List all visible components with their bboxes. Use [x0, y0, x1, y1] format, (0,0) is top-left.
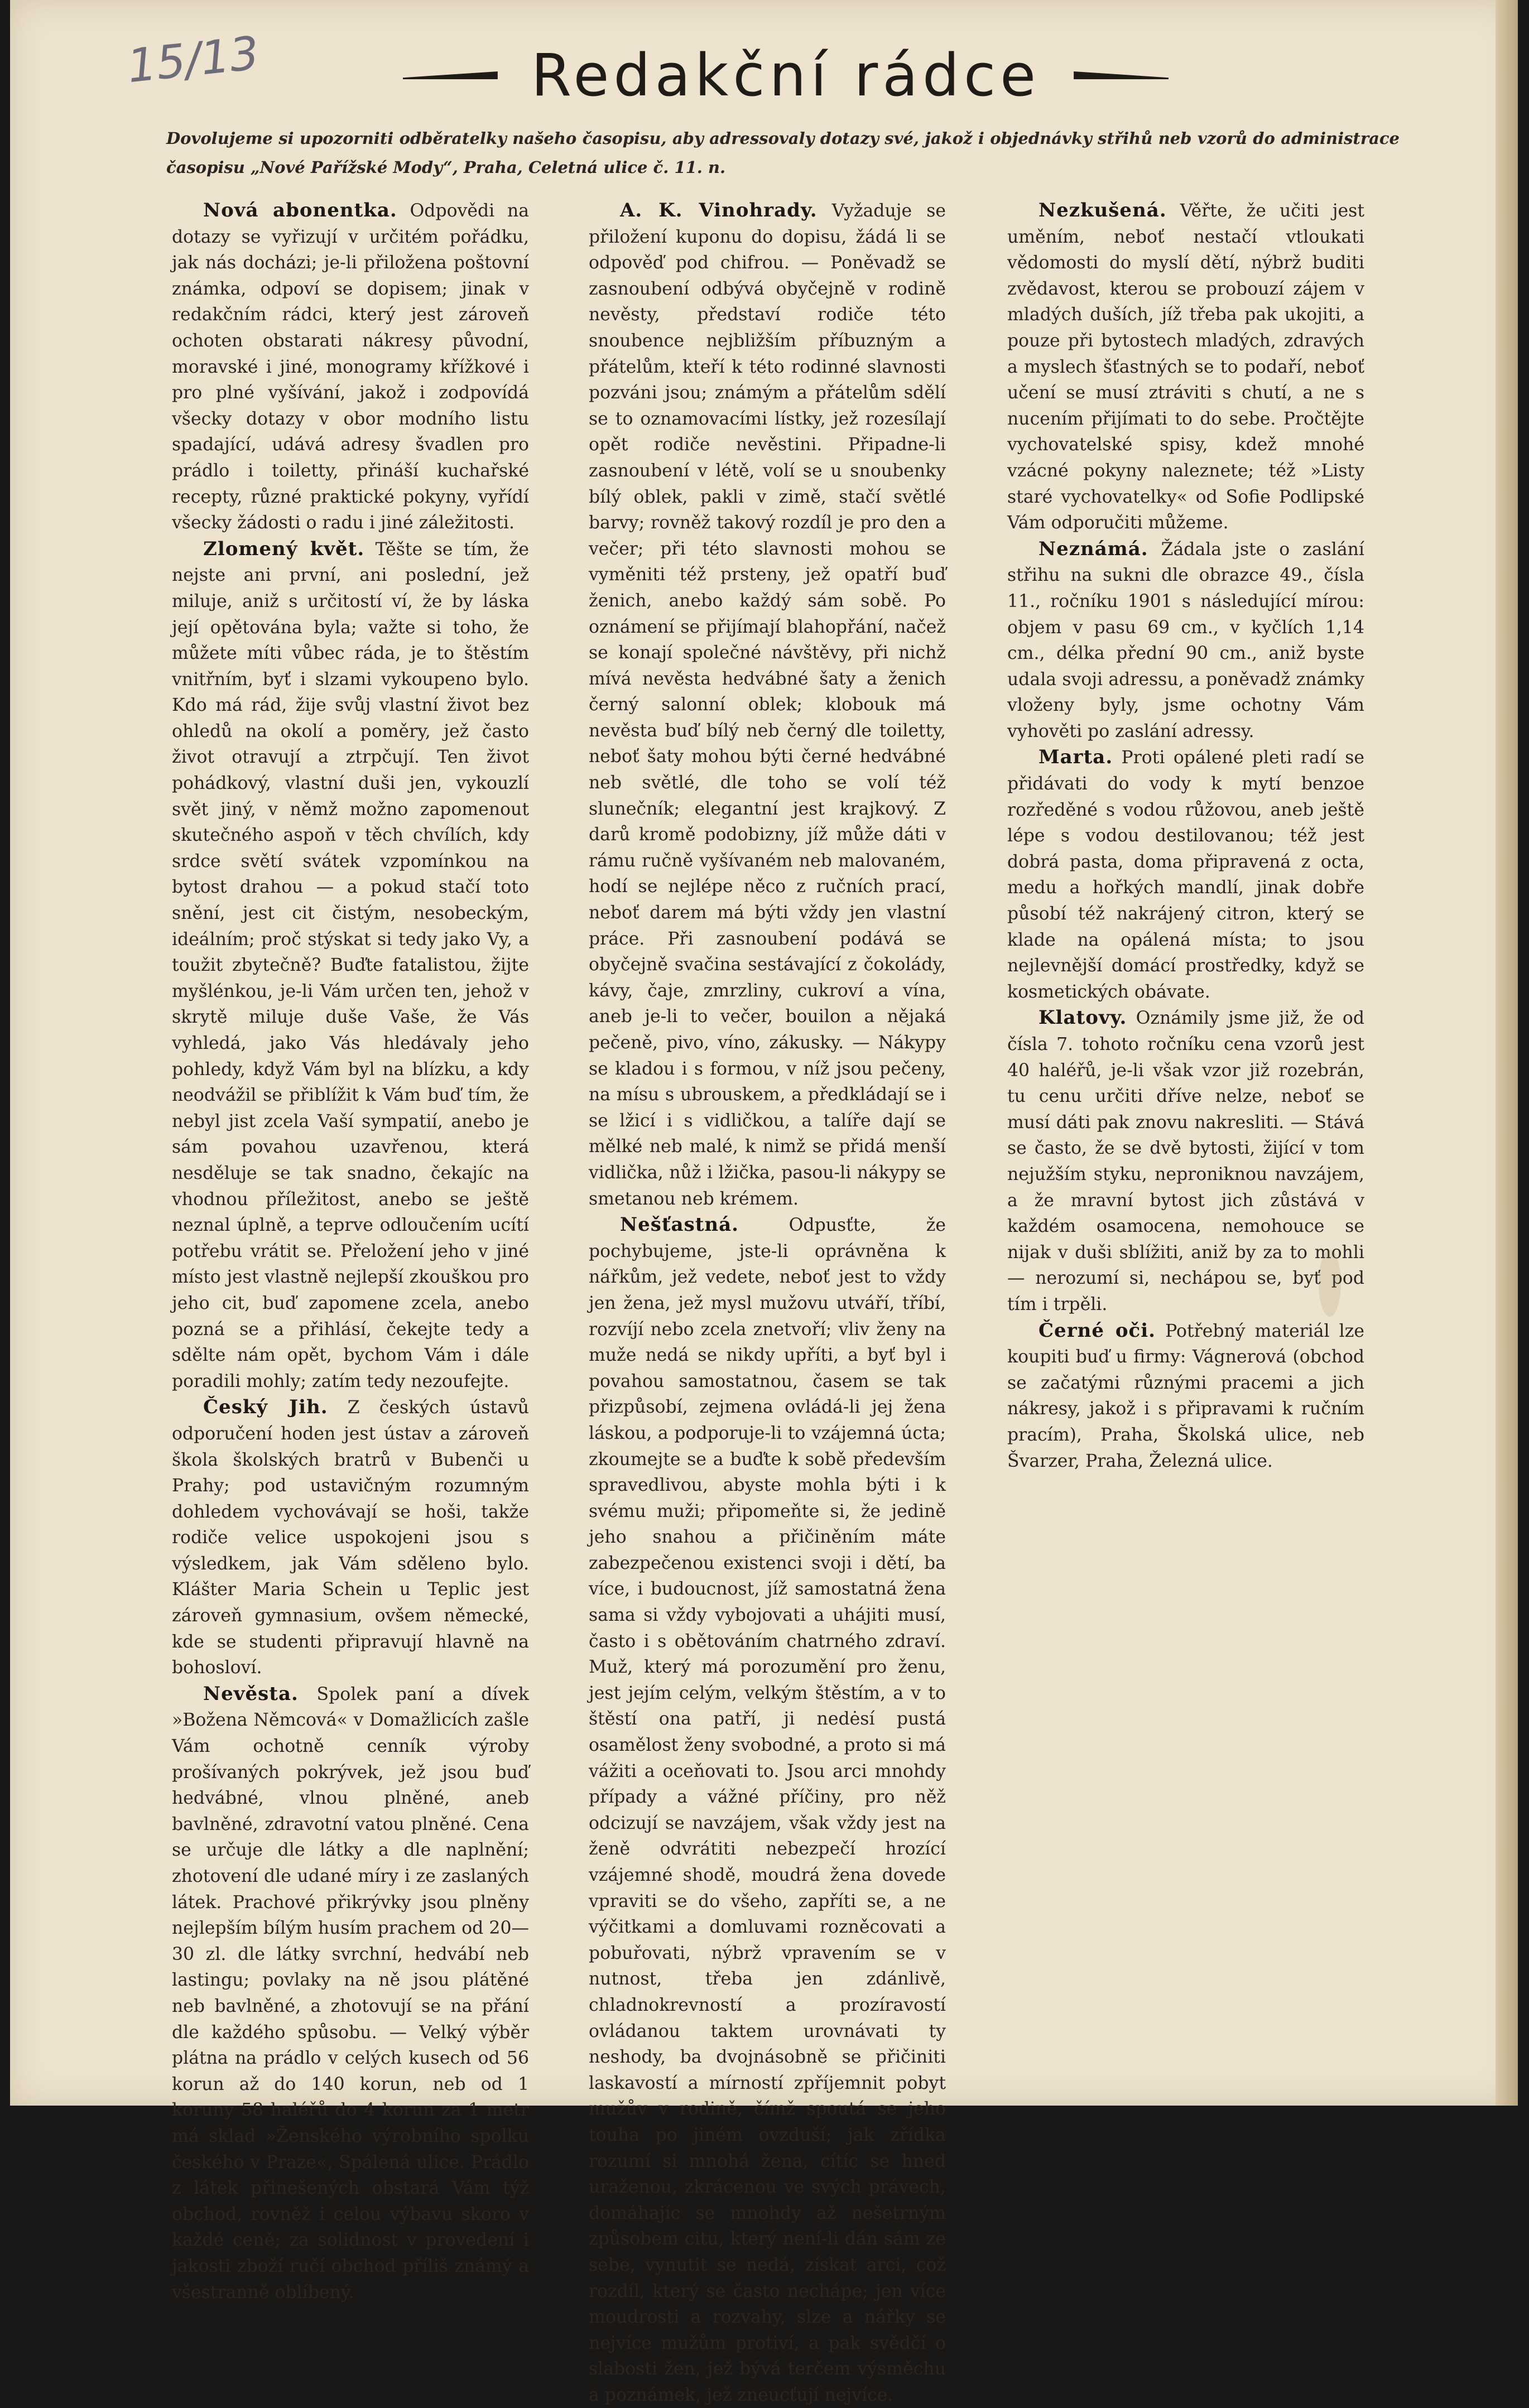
article-nevesta [172, 1681, 529, 2305]
article-cesky-jih [172, 1394, 529, 1681]
article-heading: Marta. [1038, 746, 1113, 769]
article-text: Věřte, že učiti jest uměním, neboť nestačí vtloukati vědomosti do myslí dětí, nýbrž buditi zvědavost, kterou se probouzí zájem v mladých duších, jíž třeba pak ukojiti, a pouze při bytostech mladých, zdravých a myslech šťastných se to podaří, neboť učení se musí ztráviti s chutí, a ne s nucením přijímati to do sebe. Pročtějte vychovatelské spisy, kdež mnohé vzácné pokyny naleznete; též »Listy staré vychovatelky« od Sofie Podlipské Vám odporučiti můžeme. [1007, 201, 1365, 533]
article-text: Oznámily jsme již, že od čísla 7. tohoto ročníku cena vzorů jest 40 haléřů, je-li však vzor již rozebrán, tu cenu určiti dříve nelze, neboť se musí dáti pak znovu nakresliti. — Stává se často, že se dvě bytosti, žijící v tom nejužším styku, neproniknou navzájem, a že mravní bytost jich zůstává v každém osamocena, nemohouce se nijak v duši sblížiti, aniž by za to mohli — nerozumí si, nechápou se, byť pod tím i trpěli. [1007, 1008, 1365, 1314]
article-heading: Nešťastná. [620, 1213, 739, 1236]
article-heading: Nevěsta. [203, 1682, 299, 1705]
text-column-1 [172, 198, 529, 2305]
text-column-3 [1007, 198, 1364, 1474]
article-marta [1007, 744, 1364, 1005]
section-header [395, 39, 1176, 112]
left-ornament-rule [403, 71, 498, 79]
article-zlomeny-kvet [172, 536, 529, 1395]
article-heading: Český Jih. [203, 1396, 328, 1419]
right-ornament-rule [1074, 71, 1169, 79]
article-cerne-oci [1007, 1318, 1364, 1475]
page-edge [1496, 0, 1518, 2106]
article-text: Vyžaduje se přiložení kuponu do dopisu, žádá li se odpověď pod chifrou. — Poněvadž se zasnoubení odbývá obyčejně v rodině nevěsty, představí rodiče této snoubence nejbližším příbuzným a přátelům, kteří k této rodinné slavnosti pozváni jsou; známým a přátelům sdělí se to oznamovacími lístky, jež rozesílají opět rodiče nevěstini. Připadne-li zasnoubení v létě, volí se u snoubenky bílý oblek, pakli v zimě, stačí světlé barvy; rovněž takový rozdíl je pro den a večer; při této slavnosti mohou se vyměniti též prsteny, jež opatří buď ženich, anebo každý sám sobě. Po oznámení se přijímají blahopřání, načež se konají společné návštěvy, při nichž mívá nevěsta hedvábné šaty a ženich černý salonní oblek; klobouk má nevěsta buď bílý neb černý dle toiletty, neboť šaty mohou býti černé hedvábné neb světlé, dle toho se volí též slunečník; elegantní jest krajkový. Z darů kromě podobizny, jíž může dáti v rámu ručně vyšívaném neb malovaném, hodí se nejlépe něco z ručních prací, neboť darem má býti vždy jen vlastní práce. Při zasnoubení podává se obyčejně svačina sestávající z čokolády, kávy, čaje, zmrzliny, cukroví a vína, aneb je-li to večer, bouilon a nějaká pečeně, pivo, víno, zákusky. — Nákypy se kladou i s formou, v níž jsou pečeny, na mísu s ubrouskem, a předkládají se i se lžicí i s vidličkou, a talíře dají se mělké neb malé, k nimž se přidá menší vidlička, nůž i lžička, pasou-li nákypy se smetanou neb krémem. [589, 201, 946, 1209]
article-text: Odpovědi na dotazy se vyřizují v určitém pořádku, jak nás docházi; je-li přiložena poštovní známka, odpoví se dopisem; jinak v redakčním rádci, který jest zároveň ochoten obstarati nákresy původní, moravské i jiné, monogramy křížkové i pro plné vyšívání, jakož i zodpovídá všecky dotazy v obor modního listu spadající, udává adresy švadlen pro prádlo i toiletty, přináší kuchařské recepty, různé praktické pokyny, vyřídí všecky žádosti o radu i jiné záležitosti. [172, 201, 530, 533]
text-column-2 [589, 198, 946, 2408]
editorial-notice: Dovolujeme si upozorniti odběratelky našeho časopisu, aby adressovaly dotazy své, jakož i objednávky střihů neb vzorů do administrace časopisu „Nové Pařížské Mody“, Praha, Celetná ulice č. 11. n. [166, 129, 1400, 177]
article-nestastna [589, 1212, 946, 2408]
article-heading: A. K. Vinohrady. [620, 199, 818, 221]
article-nezkusena [1007, 198, 1364, 536]
magazine-page [10, 0, 1518, 2405]
article-heading: Neznámá. [1038, 537, 1148, 560]
article-text: Potřebný materiál lze koupiti buď u firmy: Vágnerová (obchod se začatými různými pracemi a jich nákresy, jakož i s připravami k ručním pracím), Praha, Školská ulice, neb Švarzer, Praha, Železná ulice. [1007, 1321, 1364, 1471]
article-heading: Nezkušená. [1038, 199, 1167, 221]
article-nova-abonentka [172, 198, 529, 536]
article-heading: Zlomený květ. [203, 537, 365, 560]
article-heading: Černé oči. [1038, 1319, 1156, 1342]
article-heading: Klatovy. [1038, 1006, 1127, 1029]
article-text: Spolek paní a dívek »Božena Němcová« v Domažlicích zašle Vám ochotně cenník výroby prošívaných pokrývek, jež jsou buď hedvábné, vlnou plněné, aneb bavlněné, zdravotní vatou plněné. Cena se určuje dle látky a dle naplnění; zhotovení dle udané míry i ze zaslaných látek. Prachové přikrývky jsou plněny nejlepším bílým husím prachem od 20—30 zl. dle látky svrchní, hedvábí neb lastingu; povlaky na ně jsou plátěné neb bavlněné, a zhotovují se na přání dle každého spůsobu. — Velký výběr plátna na prádlo v celých kusech od 56 korun až do 140 korun, neb od 1 koruny 58 haléřů do 4 korun za 1 metr má sklad »Ženského výrobního spolku českého v Praze«, Spálená ulice. Prádlo z látek přinešených obstará Vám týž obchod, rovněž i celou výbavu skoro v každé ceně; za solidnost v provedení i jakosti zboží ručí obchod příliš známý a všestranně oblíbený. [172, 1684, 530, 2303]
section-title: Redakční rádce [531, 41, 1041, 109]
article-klatovy [1007, 1005, 1364, 1317]
article-ak-vinohrady [589, 198, 946, 1212]
article-text: Z českých ústavů odporučení hoden jest ústav a zároveň škola školských bratrů v Bubenči u Prahy; pod ustavičným rozumným dohledem vychovávají se hoši, takže rodiče velice uspokojeni jsou s výsledkem, jak Vám sděleno bylo. Klášter Maria Schein u Teplic jest zároveň gymnasium, ovšem německé, kde se studenti připravují hlavně na bohosloví. [172, 1398, 530, 1678]
article-heading: Nová abonentka. [203, 199, 397, 221]
paper-stain [1319, 1250, 1341, 1317]
article-text: Proti opálené pleti radí se přidávati do vody k mytí benzoe rozředěné s vodou růžovou, aneb ještě lépe s vodou destilovanou; též jest dobrá pasta, doma připravená z octa, medu a hořkých mandlí, jinak dobře působí též nakrájený citron, který se klade na opálená místa; to jsou nejlevnější domácí prostředky, když se kosmetických obávate. [1007, 748, 1364, 1002]
article-text: Těšte se tím, že nejste ani první, ani poslední, jež miluje, aniž s určitostí ví, že by láska její opětována byla; važte si toho, že můžete míti vůbec ráda, je to štěstím vnitřním, byť i slzami vykoupeno bylo. Kdo má rád, žije svůj vlastní život bez ohledů na okolí a poměry, jež často život otravují a ztrpčují. Ten život pohádkový, vlastní duši jen, vykouzlí svět jiný, v němž možno zapomenout skutečného aspoň v těch chvílích, kdy srdce světí svátek vzpomínkou na bytost drahou — a pokud stačí toto snění, jest cit čistým, nesobeckým, ideálním; proč stýskat si tedy jako Vy, a toužit zbytečně? Buďte fatalistou, žijte myšlénkou, je-li Vám určen ten, jehož v skrytě miluje duše Vaše, že Vás vyhledá, jako Vás hledávaly jeho pohledy, když Vám byl na blízku, a kdy neodvážil se přiblížit k Vám buď tím, že nebyl jist zcela Vaší sympatií, anebo je sám povahou uzavřenou, která nesděluje se tak snadno, čekajíc na vhodnou příležitost, anebo se ještě neznal úplně, a teprve odloučením ucítí potřebu vrátit se. Přeložení jeho v jiné místo jest vlastně nejlepší zkouškou pro jeho cit, buď zapomene zcela, anebo pozná se a přihlásí, čekejte tedy a sdělte nám opět, bychom Vám i dále poradili mohly; zatím tedy nezoufejte. [172, 539, 530, 1391]
article-text: Odpusťte, že pochybujeme, jste-li oprávněna k nářkům, jež vedete, neboť jest to vždy jen žena, jež mysl mužovu utváří, tříbí, rozvíjí nebo zcela znetvoří; vliv ženy na muže nedá se nikdy upříti, a byť byl i povahou samostatnou, časem se tak přizpůsobí, zejmena ovládá-li jej žena láskou, a podporuje-li to vzájemná úcta; zkoumejte se a buďte k sobě především spravedlivou, abyste mohla býti i k svému muži; připomeňte si, že jedině jeho snahou a přičiněním máte zabezpečenou existenci svoji i dětí, ba více, i budoucnost, jíž samostatná žena sama si vždy vybojovati a uhájiti musí, často i s obětováním chatrného zdraví. Muž, který má porozumění pro ženu, jest jejím celým, velkým štěstím, a v to štěstí ona patří, ji nedėsí pustá osamělost ženy svobodné, a proto si má vážiti a oceňovati to. Jsou arci mnohdy případy a vážné příčiny, pro něž odcizují se navzájem, však vždy jest na ženě odvrátiti nebezpečí hrozící vzájemné shodě, moudrá žena dovede vpraviti se do všeho, zapříti se, a ne výčitkami a domluvami rozněcovati a pobuřovati, nýbrž vpravením se v nutnost, třeba jen zdánlivě, chladnokrevností a prozíravostí ovládanou taktem urovnávati ty neshody, ba dvojnásobně se přičiniti laskavostí a mírností zpříjemnit pobyt mužův v rodině, čímž spoutá se jeho touha po jiném ovzduší; jak zřídka rozumí si mnohá žena, cítíc se hned uraženou, zkrácenou ve svých právech, domáhajíc se mnohdy až nešetrným způsobem citu, který není-li dán sám ze sebe, vynutit se nedá, získat arci, což rozdíl, který se často nechápe; jen více moudrosti a rozvahy, slze a nářky se nejvíce mužům protiví, a pak svědčí o slabosti žen, jež bývá terčem výsměchu a poznámek, jež zneucťují nejvíce. [589, 1215, 946, 2405]
article-neznama [1007, 536, 1364, 745]
article-text: Žádala jste o zaslání střihu na sukni dle obrazce 49., čísla 11., ročníku 1901 s následující mírou: objem v pasu 69 cm., v kyčlích 1,14 cm., délka přední 90 cm., aniž byste udala svoji adressu, a poněvadž známky vloženy byly, jsme ochotny Vám vyhověti po zaslání adressy. [1007, 539, 1365, 741]
pencil-annotation: 15/13 [124, 26, 262, 94]
